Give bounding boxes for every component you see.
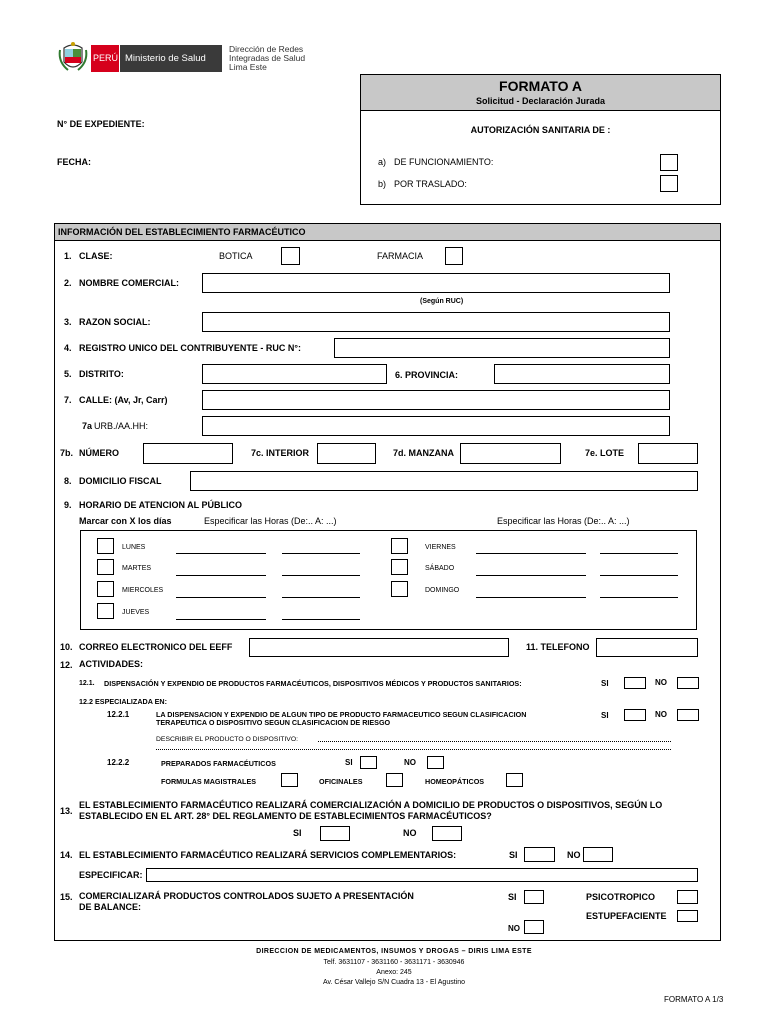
domicilio-label: DOMICILIO FISCAL (79, 476, 162, 486)
preparados-no-box[interactable] (427, 756, 444, 769)
actividad-1221-number: 12.2.1 (107, 710, 130, 719)
provincia-input[interactable] (494, 364, 670, 384)
jueves-checkbox[interactable] (97, 603, 114, 619)
nombre-number: 2. (64, 278, 72, 288)
direction-line-3: Lima Este (229, 62, 267, 72)
especificar-horas-right: Especificar las Horas (De:.. A: ...) (497, 516, 630, 526)
actividad-1221-si-box[interactable] (624, 709, 646, 721)
autorizacion-a-letter: a) (378, 157, 387, 167)
describir-line-2[interactable] (156, 749, 671, 750)
botica-checkbox[interactable] (281, 247, 300, 265)
q13-number: 13. (60, 806, 73, 816)
jueves-from-line[interactable] (176, 619, 266, 620)
lunes-from-line[interactable] (176, 553, 266, 554)
lote-label: 7e. LOTE (585, 448, 625, 458)
lote-input[interactable] (638, 443, 698, 464)
jueves-to-line[interactable] (282, 619, 360, 620)
q14-no-box[interactable] (583, 847, 613, 862)
formulas-box[interactable] (281, 773, 298, 787)
telefono-label: 11. TELEFONO (526, 642, 590, 652)
coat-of-arms-icon (58, 40, 88, 78)
viernes-label: VIERNES (425, 544, 456, 551)
domingo-checkbox[interactable] (391, 581, 408, 597)
marcar-dias-label: Marcar con X los días (79, 516, 172, 526)
calle-label: CALLE: (Av, Jr, Carr) (79, 395, 168, 405)
footer-line-2: Telf. 3631107 - 3631160 - 3631171 - 3630946 (323, 959, 465, 966)
lunes-to-line[interactable] (282, 553, 360, 554)
miercoles-checkbox[interactable] (97, 581, 114, 597)
correo-label: CORREO ELECTRONICO DEL EEFF (79, 642, 233, 652)
q13-no-box[interactable] (432, 826, 462, 841)
farmacia-checkbox[interactable] (445, 247, 463, 265)
autorizacion-title: AUTORIZACIÓN SANITARIA DE : (470, 125, 611, 135)
viernes-to-line[interactable] (600, 553, 678, 554)
sabado-from-line[interactable] (476, 575, 586, 576)
actividad-1221-line1: LA DISPENSACION Y EXPENDIO DE ALGUN TIPO DE PRODUCTO FARMACEUTICO SEGUN CLASIFICACION (156, 710, 527, 719)
ruc-label: REGISTRO UNICO DEL CONTRIBUYENTE - RUC N°: (79, 343, 301, 353)
manzana-input[interactable] (460, 443, 561, 464)
domingo-label: DOMINGO (425, 587, 460, 594)
razon-label: RAZON SOCIAL: (79, 317, 151, 327)
horario-title: HORARIO DE ATENCION AL PÚBLICO (79, 500, 243, 510)
manzana-label: 7d. MANZANA (393, 448, 454, 458)
sabado-checkbox[interactable] (391, 559, 408, 575)
viernes-checkbox[interactable] (391, 538, 408, 554)
footer-line-1: DIRECCION DE MEDICAMENTOS, INSUMOS Y DROGAS – DIRIS LIMA ESTE (256, 948, 532, 955)
actividades-number: 12. (60, 660, 73, 670)
nombre-label: NOMBRE COMERCIAL: (79, 278, 179, 288)
q13-si-label: SI (293, 828, 302, 838)
actividad-122-label: 12.2 ESPECIALIZADA EN: (79, 697, 167, 706)
q14-si-label: SI (509, 850, 518, 860)
peru-flag-box (91, 45, 119, 72)
miercoles-to-line[interactable] (282, 597, 360, 598)
q14-si-box[interactable] (524, 847, 555, 862)
section-header: INFORMACIÓN DEL ESTABLECIMIENTO FARMACÉUTICO (58, 227, 306, 237)
estupefaciente-label: ESTUPEFACIENTE (586, 911, 667, 921)
q14-text: EL ESTABLECIMIENTO FARMACÉUTICO REALIZARÁ SERVICIOS COMPLEMENTARIOS: (79, 850, 457, 860)
preparados-label: PREPARADOS FARMACÉUTICOS (161, 759, 276, 768)
actividad-121-si-label: SI (601, 679, 609, 688)
q13-line1: EL ESTABLECIMIENTO FARMACÉUTICO REALIZARÁ COMERCIALIZACIÓN A DOMICILIO DE PRODUCTOS O DISPOSITIVOS, SEGÚN LO (79, 800, 663, 810)
actividad-121-text: DISPENSACIÓN Y EXPENDIO DE PRODUCTOS FARMACÉUTICOS, DISPOSITIVOS MÉDICOS Y PRODUCTOS SANITARIOS: (104, 679, 522, 688)
numero-input[interactable] (143, 443, 233, 464)
footer-line-4: Av. César Vallejo S/N Cuadra 13 - El Agustino (322, 979, 466, 986)
footer-line-3: Anexo: 245 (376, 969, 412, 976)
actividad-1221-si-label: SI (601, 711, 609, 720)
domicilio-number: 8. (64, 476, 72, 486)
describir-label: DESCRIBIR EL PRODUCTO O DISPOSITIVO: (156, 736, 299, 743)
formato-title: FORMATO A (499, 78, 582, 94)
estupefaciente-box[interactable] (677, 910, 698, 922)
botica-label: BOTICA (219, 251, 253, 261)
domicilio-input[interactable] (190, 471, 698, 491)
oficinales-label: OFICINALES (319, 777, 363, 786)
urb-number: 7a (82, 421, 93, 431)
ruc-input[interactable] (334, 338, 670, 358)
q14-especificar-input[interactable] (146, 868, 698, 882)
expediente-label: N° DE EXPEDIENTE: (57, 119, 145, 129)
numero-label: NÚMERO (79, 448, 119, 458)
distrito-number: 5. (64, 369, 72, 379)
sabado-label: SÁBADO (425, 565, 455, 572)
telefono-input[interactable] (596, 638, 698, 657)
autorizacion-b-label: POR TRASLADO: (394, 179, 467, 189)
q15-si-box[interactable] (524, 890, 544, 904)
miercoles-from-line[interactable] (176, 597, 266, 598)
actividad-121-no-label: NO (655, 678, 667, 687)
preparados-no-label: NO (404, 758, 416, 767)
domingo-from-line[interactable] (476, 597, 586, 598)
describir-line-1[interactable] (318, 741, 671, 742)
actividad-121-no-box[interactable] (677, 677, 699, 689)
urb-label: URB./AA.HH: (94, 421, 149, 431)
ministry-label: Ministerio de Salud (125, 53, 206, 64)
sabado-to-line[interactable] (600, 575, 678, 576)
ministry-logo (58, 40, 308, 80)
correo-input[interactable] (249, 638, 509, 657)
actividad-1221-no-label: NO (655, 710, 667, 719)
distrito-label: DISTRITO: (79, 369, 124, 379)
q13-si-box[interactable] (320, 826, 350, 841)
oficinales-box[interactable] (386, 773, 403, 787)
martes-to-line[interactable] (282, 575, 360, 576)
direction-line-2: Integradas de Salud (229, 53, 306, 63)
actividades-title: ACTIVIDADES: (79, 659, 144, 669)
distrito-input[interactable] (202, 364, 387, 384)
formulas-label: FORMULAS MAGISTRALES (161, 777, 257, 786)
q14-number: 14. (60, 850, 73, 860)
q15-no-box[interactable] (524, 920, 544, 934)
autorizacion-b-letter: b) (378, 179, 387, 189)
q13-line2: ESTABLECIDO EN EL ART. 28° DEL REGLAMENTO DE ESTABLECIMIENTOS FARMACÉUTICOS? (79, 811, 492, 821)
interior-label: 7c. INTERIOR (251, 448, 310, 458)
correo-number: 10. (60, 642, 73, 652)
urb-input[interactable] (202, 416, 670, 436)
formato-subtitle: Solicitud - Declaración Jurada (475, 96, 606, 106)
homeopaticos-box[interactable] (506, 773, 523, 787)
viernes-from-line[interactable] (476, 553, 586, 554)
domingo-to-line[interactable] (600, 597, 678, 598)
horario-box (80, 530, 697, 630)
lunes-label: LUNES (122, 544, 146, 551)
funcionamiento-checkbox[interactable] (660, 154, 678, 171)
calle-number: 7. (64, 395, 72, 405)
actividad-1221-line2: TERAPEUTICA O DISPOSITIVO SEGUN CLASIFICACION DE RIESGO (156, 718, 391, 727)
especificar-horas-left: Especificar las Horas (De:.. A: ...) (204, 516, 337, 526)
razon-social-input[interactable] (202, 312, 670, 332)
segun-ruc-note: (Según RUC) (420, 298, 464, 305)
preparados-si-label: SI (345, 758, 353, 767)
calle-input[interactable] (202, 390, 670, 410)
ministry-box (120, 45, 222, 72)
horario-number: 9. (64, 500, 72, 510)
preparados-si-box[interactable] (360, 756, 377, 769)
clase-label: CLASE: (79, 251, 113, 261)
q15-line2: DE BALANCE: (79, 902, 141, 912)
q14-no-label: NO (567, 850, 581, 860)
razon-number: 3. (64, 317, 72, 327)
provincia-label: 6. PROVINCIA: (395, 370, 459, 380)
actividad-121-number: 12.1. (79, 680, 95, 687)
psicotropico-label: PSICOTROPICO (586, 892, 656, 902)
miercoles-label: MIERCOLES (122, 587, 164, 594)
actividad-121-si-box[interactable] (624, 677, 646, 689)
nombre-comercial-input[interactable] (202, 273, 670, 293)
q14-especificar-label: ESPECIFICAR: (79, 870, 143, 880)
fecha-label: FECHA: (57, 157, 91, 167)
direction-line-1: Dirección de Redes (229, 44, 304, 54)
clase-number: 1. (64, 251, 72, 261)
jueves-label: JUEVES (122, 609, 150, 616)
psicotropico-box[interactable] (677, 890, 698, 904)
actividad-1221-no-box[interactable] (677, 709, 699, 721)
martes-from-line[interactable] (176, 575, 266, 576)
traslado-checkbox[interactable] (660, 175, 678, 192)
interior-input[interactable] (317, 443, 376, 464)
farmacia-label: FARMACIA (377, 251, 424, 261)
ruc-number: 4. (64, 343, 72, 353)
peru-label: PERÚ (93, 53, 119, 63)
martes-label: MARTES (122, 565, 152, 572)
actividad-1222-number: 12.2.2 (107, 758, 130, 767)
page-number: FORMATO A 1/3 (664, 995, 724, 1004)
q15-si-label: SI (508, 892, 517, 902)
q15-line1: COMERCIALIZARÁ PRODUCTOS CONTROLADOS SUJETO A PRESENTACIÓN (79, 891, 414, 901)
numero-number: 7b. (60, 448, 74, 458)
homeopaticos-label: HOMEOPÁTICOS (425, 777, 485, 786)
martes-checkbox[interactable] (97, 559, 114, 575)
q13-no-label: NO (403, 828, 417, 838)
q15-no-label: NO (508, 924, 520, 933)
lunes-checkbox[interactable] (97, 538, 114, 554)
autorizacion-a-label: DE FUNCIONAMIENTO: (394, 157, 494, 167)
q15-number: 15. (60, 892, 73, 902)
